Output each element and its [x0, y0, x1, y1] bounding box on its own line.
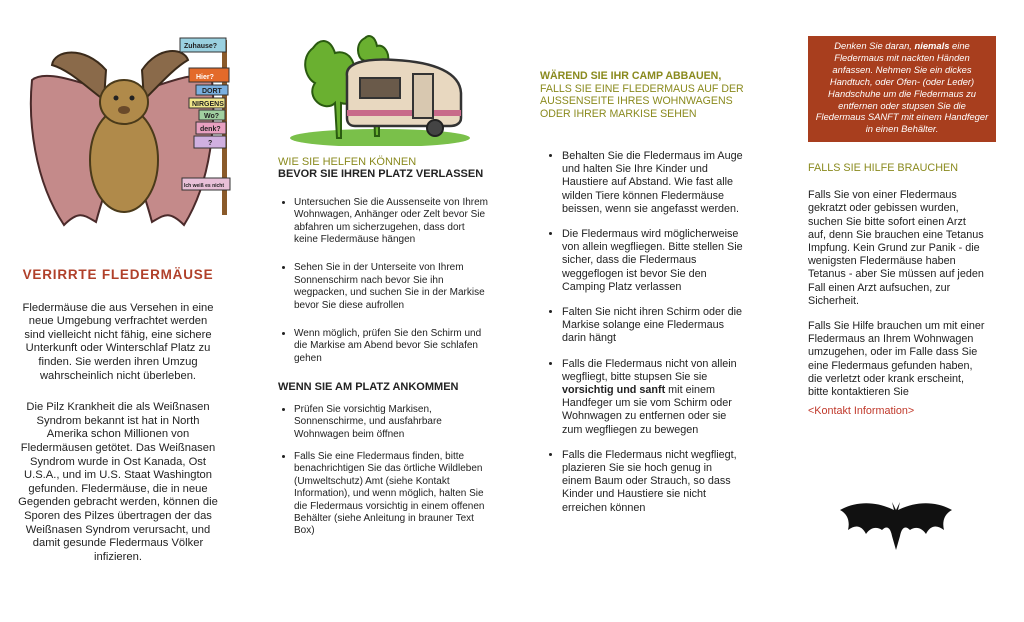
gentle-emphasis: vorsichtig und sanft: [562, 384, 666, 397]
svg-text:Zuhause?: Zuhause?: [184, 43, 218, 50]
panel-3-heading: [540, 70, 745, 120]
svg-text:Ich weiß es nicht: Ich weiß es nicht: [184, 183, 225, 189]
list-item: • Untersuchen Sie die Aussenseite von Ihrem Wohnwagen, Anhänger oder Zelt bevor Sie abfahren um sicherzugehen, dass dort keine Fledermäuse hängen: [294, 197, 488, 247]
never-emphasis: niemals: [914, 40, 950, 51]
list-item: • Wenn möglich, prüfen Sie den Schirm und die Markise am Abend bevor Sie schlafen gehen: [294, 328, 488, 365]
panel-2: [278, 156, 488, 554]
bat-head: [100, 80, 148, 124]
list-item: • Sehen Sie in der Unterseite von Ihrem Sonnenschirm nach bevor Sie ihn wegpacken, und suchen Sie in der Markise bevor Sie diese aufrollen: [294, 262, 488, 312]
list-item: • Falten Sie nicht ihren Schirm oder die Markise solange eine Fledermaus darin hängt: [562, 306, 743, 346]
warning-textbox: Denken Sie daran, niemals eine Fledermaus mit nackten Händen anfassen. Nehmen Sie ein dickes Handtuch, oder Ofen- (oder Leder) Handschuhe um die Fledermaus zu entfernen oder stupsen Sie die Fledermaus SANFT mit einem Handfeger in einen Behälter.: [808, 36, 996, 142]
svg-text:Wo?: Wo?: [204, 113, 220, 120]
svg-text:denk?: denk?: [200, 126, 221, 133]
need-help-heading: FALLS SIE HILFE BRAUCHEN: [808, 162, 959, 174]
before-leaving-list: [278, 197, 488, 365]
camper-trees-illustration: [285, 18, 475, 146]
camp-teardown-heading: WÄREND SIE IHR CAMP ABBAUEN,: [540, 70, 722, 82]
panel-4: [808, 162, 986, 418]
list-item: • Falls die Fledermaus nicht wegfliegt, plazieren Sie sie hoch genug in einem Baum oder Strauch, so dass Kinder und Haustiere sie nicht erreichen können: [562, 449, 743, 515]
svg-text:DORT: DORT: [202, 88, 222, 95]
svg-text:?: ?: [208, 140, 213, 147]
list-item: • Falls Sie eine Fledermaus finden, bitte benachrichtigen Sie das örtliche Wildleben (Umweltschutz) Amt (siehe Kontakt Information), und wenn möglich, halten Sie die Fledermaus vorsichtig in einem offenen Behälter (siehe Anleitung in brauner Text Box): [294, 451, 488, 538]
list-item: • Behalten Sie die Fledermaus im Auge und halten Sie Ihre Kinder und Haustiere auf Abstand. Wie fast alle wilden Tiere können Fledermäuse beissen, wenn sie angefasst werden.: [562, 150, 743, 216]
page-title: VERIRRTE FLEDERMÄUSE: [22, 267, 214, 282]
before-leaving-heading: BEVOR SIE IHREN PLATZ VERLASSEN: [278, 168, 484, 181]
how-to-help-subhead: WIE SIE HELFEN KÖNNEN: [278, 156, 417, 168]
arrival-heading: WENN SIE AM PLATZ ANKOMMEN: [278, 381, 459, 394]
intro-paragraph: Fledermäuse die aus Versehen in eine neue Umgebung verfrachtet werden sind vielleicht nicht fähig, eine sichere Unterkunft oder Winterschlaf Platz zu finden. Sie werden ihren Umzug wahrscheinlich nicht überleben.: [22, 301, 214, 382]
list-item: • Falls die Fledermaus nicht von allein wegfliegt, bitte stupsen Sie sie vorsichtig und sanft mit einem Handfeger um sie vom Schirm oder Wohnwagen zu entfernen oder sie zum wegfliegen zu bewegen: [562, 358, 743, 437]
help-paragraph: Falls Sie Hilfe brauchen um mit einer Fledermaus an Ihrem Wohnwagen umzugehen, oder im Falle dass Sie eine Fledermaus gefunden haben, die verletzt oder krank erscheint, bitte kontaktieren Sie: [808, 320, 985, 399]
list-item: • Prüfen Sie vorsichtig Markisen, Sonnenschirme, und ausfahrbare Wohnwagen beim öffnen: [294, 404, 488, 441]
arrival-list: [278, 404, 488, 538]
wns-paragraph: Die Pilz Krankheit die als Weißnasen Syndrom bekannt ist hat in North Amerika schon Millionen von Fledermäusen getötet. Das Weißnasen Syndrom wurde in Ost Kanada, Ost U.S.A., und im U.S. Staat Washington gefunden. Fledermäuse, die in neue Gegenden gebracht werden, können die Sporen des Pilzes übertragen der das Weißnasen Syndrom verursacht, und damit gesunde Fledermaus Völker infizieren.: [18, 401, 218, 563]
teardown-list: [538, 150, 743, 515]
bat-silhouette-icon: [838, 496, 954, 552]
camp-teardown-subheading: FALLS SIE EINE FLEDERMAUS AUF DER AUSSENSEITE IHRES WOHNWAGENS ODER IHRER MARKISE SEHEN: [540, 82, 744, 120]
panel-1: [18, 268, 218, 582]
list-item: • Die Fledermaus wird möglicherweise von allein wegfliegen. Bitte stellen Sie sicher, dass die Fledermaus weggeflogen ist bevor Sie den Camping Platz verlassen: [562, 228, 743, 294]
panel-3: [538, 150, 743, 527]
bat-signpost-illustration: [24, 30, 246, 235]
contact-info-link[interactable]: <Kontakt Information>: [808, 405, 915, 418]
camper-wheel: [427, 120, 443, 136]
svg-text:NIRGENS: NIRGENS: [192, 101, 224, 108]
bite-paragraph: Falls Sie von einer Fledermaus gekratzt oder gebissen wurden, suchen Sie bitte sofort einen Arzt auf, denn Sie brauchen eine Tetanus Impfung. Kein Grund zur Panik - die wenigsten Fledermäuse haben Tetanus - aber Sie müssen auf jeden Fall einen Arzt aufsuchen, zur Sicherheit.: [808, 189, 984, 307]
svg-text:Hier?: Hier?: [196, 74, 214, 81]
